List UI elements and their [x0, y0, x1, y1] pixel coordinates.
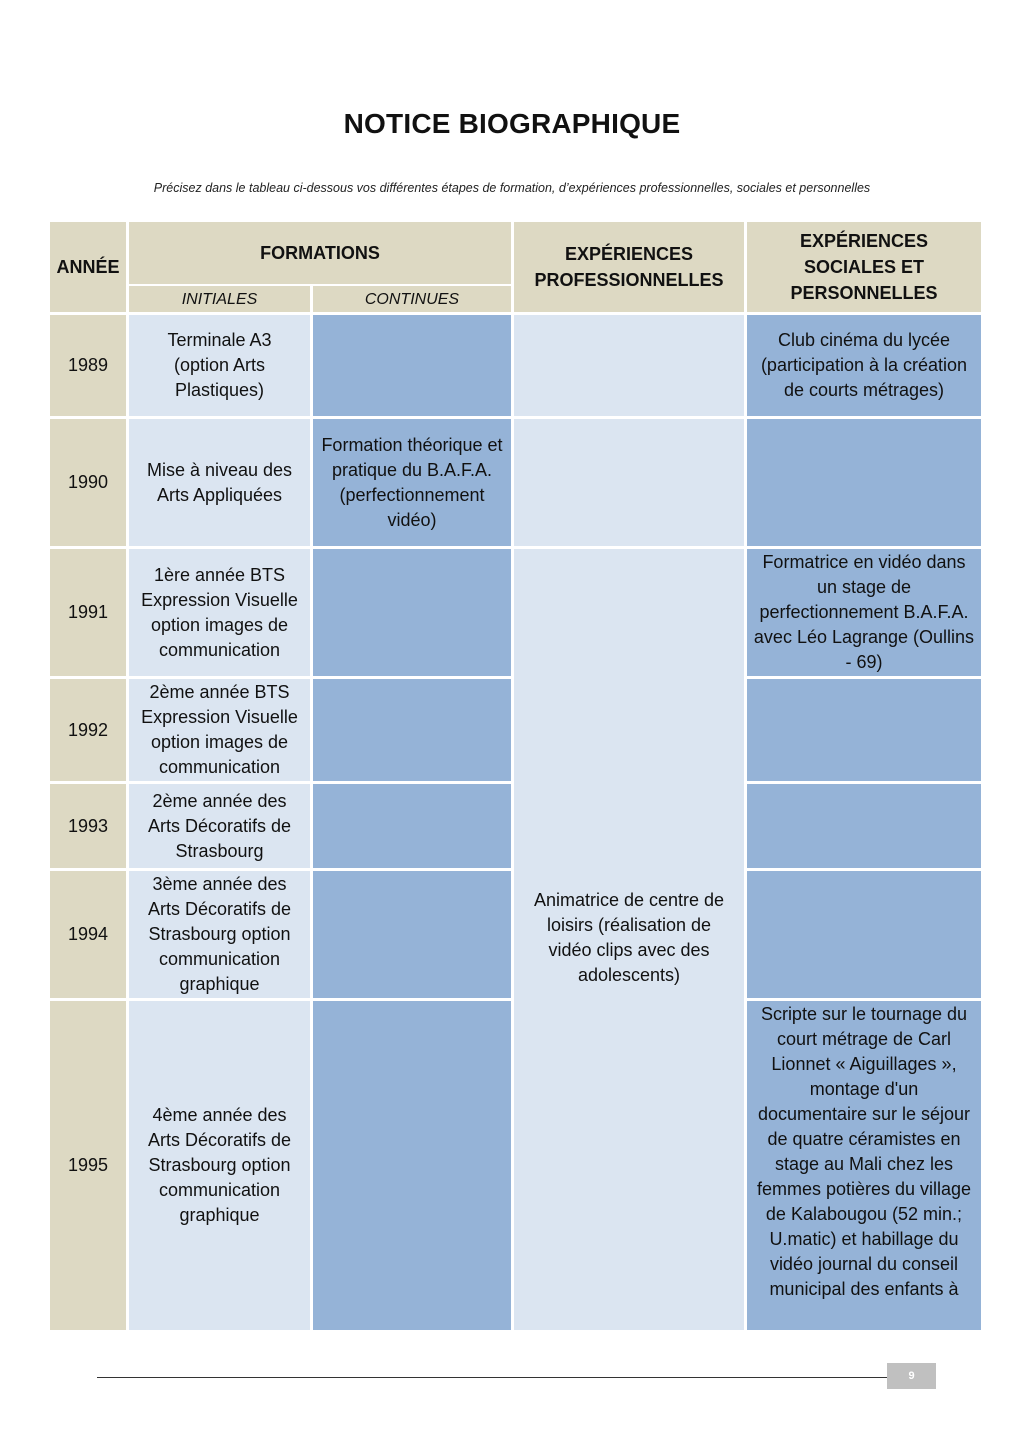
continuing-training-cell: [313, 1001, 511, 1330]
page-title: NOTICE BIOGRAPHIQUE: [343, 108, 681, 139]
continuing-training-cell: [313, 784, 511, 868]
initial-training-cell: 2ème année des Arts Décoratifs de Strasbourg: [129, 784, 310, 868]
header-initiales: INITIALES: [129, 286, 310, 312]
initial-training-cell: 2ème année BTS Expression Visuelle option images de communication: [129, 679, 310, 781]
header-experiences-professionnelles: EXPÉRIENCES PROFESSIONNELLES: [514, 222, 744, 312]
header-continues: CONTINUES: [313, 286, 511, 312]
professional-experience-cell: [514, 419, 744, 546]
year-cell: 1989: [50, 315, 126, 416]
social-experience-cell: [747, 871, 981, 998]
initial-training-cell: 3ème année des Arts Décoratifs de Strasbourg option communication graphique: [129, 871, 310, 998]
social-experience-cell: Scripte sur le tournage du court métrage de Carl Lionnet « Aiguillages », montage d'un documentaire sur le séjour de quatre céramistes en stage au Mali chez les femmes potières du village de Kalabougou (52 min.; U.matic) et habillage du vidéo journal du conseil municipal des enfants à: [747, 1001, 981, 1330]
professional-experience-cell: [514, 315, 744, 416]
initial-training-cell: 4ème année des Arts Décoratifs de Strasbourg option communication graphique: [129, 1001, 310, 1330]
social-experience-cell: [747, 784, 981, 868]
initial-training-cell: Terminale A3 (option Arts Plastiques): [129, 315, 310, 416]
social-experience-cell: [747, 679, 981, 781]
continuing-training-cell: [313, 549, 511, 676]
continuing-training-cell: Formation théorique et pratique du B.A.F.A. (perfectionnement vidéo): [313, 419, 511, 546]
social-experience-cell: [747, 419, 981, 546]
social-experience-cell: Formatrice en vidéo dans un stage de perfectionnement B.A.F.A. avec Léo Lagrange (Oullins - 69): [747, 549, 981, 676]
footer-rule: [97, 1377, 887, 1378]
page-number: 9: [887, 1363, 936, 1389]
year-cell: 1990: [50, 419, 126, 546]
continuing-training-cell: [313, 315, 511, 416]
professional-experience-cell: Animatrice de centre de loisirs (réalisation de vidéo clips avec des adolescents): [514, 549, 744, 1330]
instructions-text: Précisez dans le tableau ci-dessous vos différentes étapes de formation, d’expériences professionnelles, sociales et personnelles: [153, 181, 871, 195]
header-annee: ANNÉE: [50, 222, 126, 312]
year-cell: 1991: [50, 549, 126, 676]
continuing-training-cell: [313, 679, 511, 781]
year-cell: 1993: [50, 784, 126, 868]
social-experience-cell: Club cinéma du lycée (participation à la création de courts métrages): [747, 315, 981, 416]
initial-training-cell: 1ère année BTS Expression Visuelle option images de communication: [129, 549, 310, 676]
header-experiences-sociales: EXPÉRIENCES SOCIALES ET PERSONNELLES: [747, 222, 981, 312]
year-cell: 1994: [50, 871, 126, 998]
year-cell: 1992: [50, 679, 126, 781]
year-cell: 1995: [50, 1001, 126, 1330]
initial-training-cell: Mise à niveau des Arts Appliquées: [129, 419, 310, 546]
header-formations: FORMATIONS: [129, 222, 511, 284]
continuing-training-cell: [313, 871, 511, 998]
